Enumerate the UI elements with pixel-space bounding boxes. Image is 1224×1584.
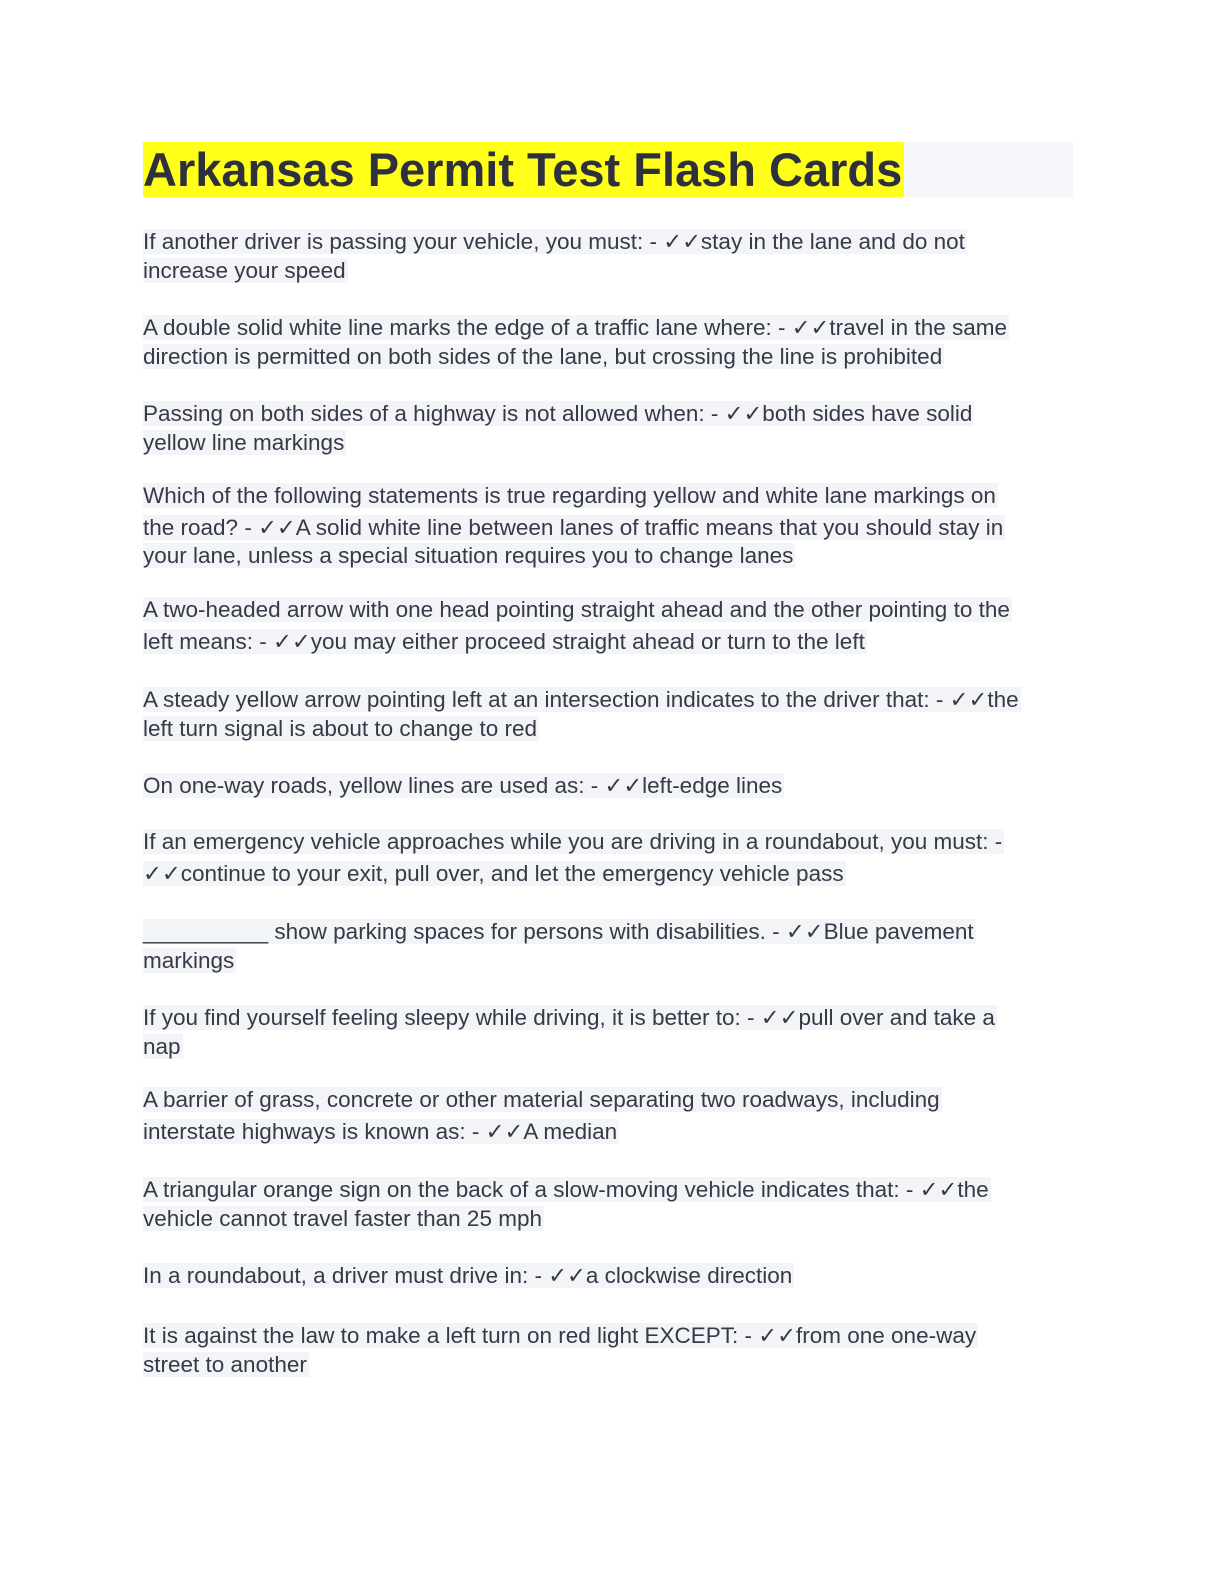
- card-line: A two-headed arrow with one head pointing straight ahead and the other pointing to the: [143, 597, 1010, 622]
- card-line: left means: - ✓✓you may either proceed straight ahead or turn to the left: [143, 628, 865, 654]
- card-line: On one-way roads, yellow lines are used as: - ✓✓left-edge lines: [143, 773, 783, 798]
- flash-card-3: [143, 400, 1073, 457]
- flash-card-6: [143, 686, 1073, 743]
- card-line: A barrier of grass, concrete or other material separating two roadways, including: [143, 1087, 940, 1112]
- flash-card-10: [143, 1004, 1073, 1061]
- flash-card-7: [143, 772, 1073, 801]
- flash-card-13: [143, 1262, 1073, 1291]
- card-line: the road? - ✓✓A solid white line between lanes of traffic means that you should stay in: [143, 514, 1004, 540]
- card-line: In a roundabout, a driver must drive in: - ✓✓a clockwise direction: [143, 1263, 793, 1288]
- card-line: street to another: [143, 1351, 307, 1377]
- flash-card-9: [143, 918, 1073, 975]
- card-line: vehicle cannot travel faster than 25 mph: [143, 1205, 542, 1231]
- card-line: increase your speed: [143, 257, 346, 283]
- flash-card-2: [143, 314, 1073, 371]
- page-title: Arkansas Permit Test Flash Cards: [143, 143, 903, 196]
- flash-card-5: [143, 596, 1073, 656]
- card-line: If another driver is passing your vehicle, you must: - ✓✓stay in the lane and do not: [143, 229, 965, 254]
- card-line: interstate highways is known as: - ✓✓A median: [143, 1118, 618, 1144]
- flash-card-4: [143, 482, 1073, 571]
- card-line: If an emergency vehicle approaches while you are driving in a roundabout, you must: -: [143, 829, 1003, 854]
- flash-card-14: [143, 1322, 1073, 1379]
- card-line: left turn signal is about to change to red: [143, 715, 538, 741]
- card-line: ✓✓continue to your exit, pull over, and let the emergency vehicle pass: [143, 860, 844, 886]
- card-line: markings: [143, 947, 235, 973]
- card-line: A steady yellow arrow pointing left at an intersection indicates to the driver that: - ✓✓the: [143, 687, 1019, 712]
- flash-card-11: [143, 1086, 1073, 1146]
- card-line: A triangular orange sign on the back of a slow-moving vehicle indicates that: - ✓✓the: [143, 1177, 989, 1202]
- card-line: Passing on both sides of a highway is not allowed when: - ✓✓both sides have solid: [143, 401, 973, 426]
- card-line: A double solid white line marks the edge of a traffic lane where: - ✓✓travel in the same: [143, 315, 1007, 340]
- card-line: yellow line markings: [143, 429, 345, 455]
- card-line: direction is permitted on both sides of the lane, but crossing the line is prohibited: [143, 343, 943, 369]
- card-line: It is against the law to make a left turn on red light EXCEPT: - ✓✓from one one-way: [143, 1323, 977, 1348]
- card-line: your lane, unless a special situation requires you to change lanes: [143, 543, 794, 568]
- card-line: nap: [143, 1033, 181, 1059]
- flash-card-8: [143, 828, 1073, 888]
- flash-card-1: [143, 228, 1073, 285]
- card-line: Which of the following statements is true regarding yellow and white lane markings on: [143, 483, 996, 508]
- flash-card-12: [143, 1176, 1073, 1233]
- card-line: If you find yourself feeling sleepy while driving, it is better to: - ✓✓pull over and take a: [143, 1005, 995, 1030]
- card-line: __________ show parking spaces for persons with disabilities. - ✓✓Blue pavement: [143, 919, 974, 944]
- title-bar: [143, 142, 1073, 197]
